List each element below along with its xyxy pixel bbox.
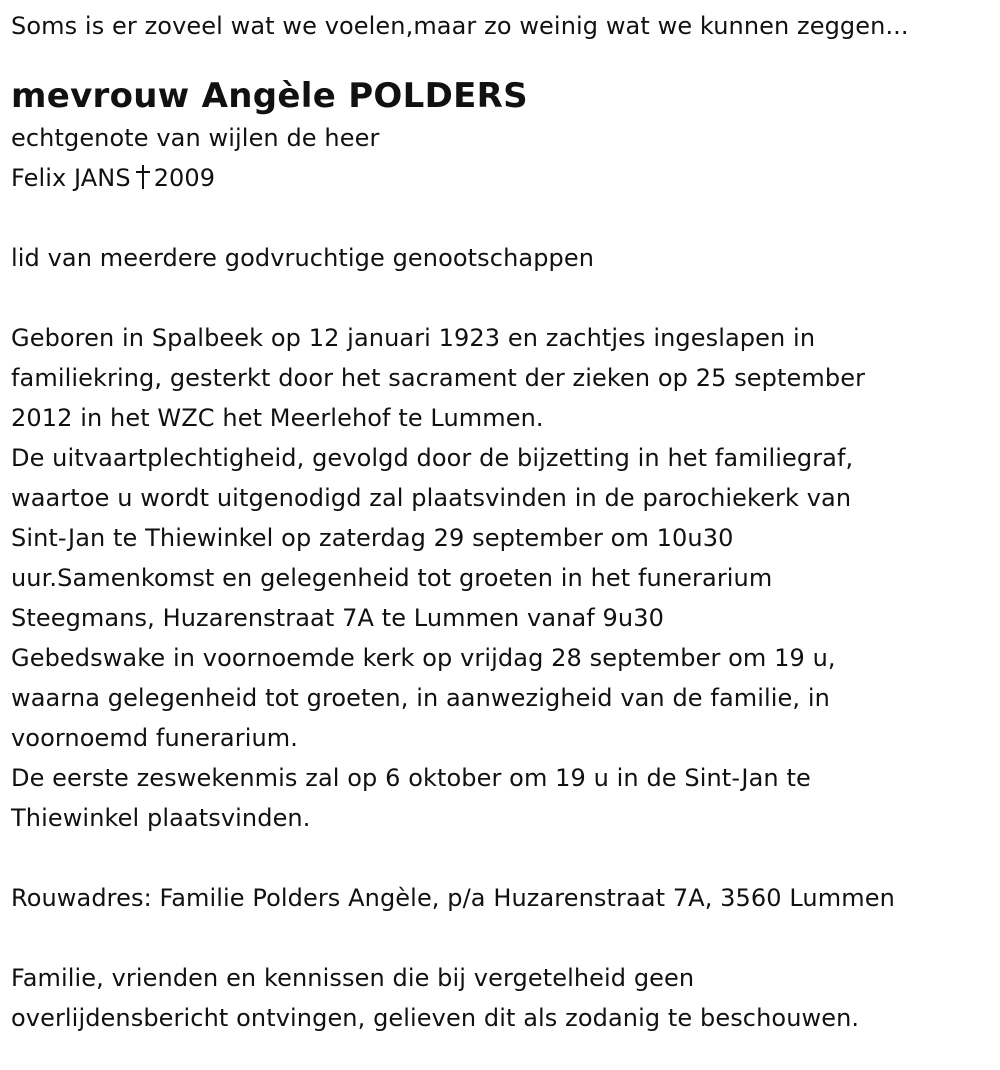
announcement-line: 2012 in het WZC het Meerlehof te Lummen.: [11, 404, 544, 432]
mourning-address: Rouwadres: Familie Polders Angèle, p/a Huzarenstraat 7A, 3560 Lummen: [11, 884, 895, 912]
announcement-line: voornoemd funerarium.: [11, 724, 298, 752]
announcement-line: Geboren in Spalbeek op 12 januari 1923 en zachtjes ingeslapen in: [11, 324, 816, 352]
deceased-name: mevrouw Angèle POLDERS: [11, 76, 528, 116]
announcement-line: Steegmans, Huzarenstraat 7A te Lummen vanaf 9u30: [11, 604, 664, 632]
announcement-line: waartoe u wordt uitgenodigd zal plaatsvinden in de parochiekerk van: [11, 484, 852, 512]
spacer: [11, 838, 996, 878]
announcement-line: Thiewinkel plaatsvinden.: [11, 804, 311, 832]
announcement-line: De uitvaartplechtigheid, gevolgd door de bijzetting in het familiegraf,: [11, 444, 854, 472]
spouse-name: Felix JANS: [11, 164, 131, 192]
announcement-line: De eerste zeswekenmis zal op 6 oktober om 19 u in de Sint-Jan te: [11, 764, 811, 792]
announcement-line: waarna gelegenheid tot groeten, in aanwezigheid van de familie, in: [11, 684, 830, 712]
relation-text: echtgenote van wijlen de heer: [11, 124, 380, 152]
spouse-line: [11, 158, 996, 198]
obituary-text: [11, 6, 996, 1038]
spouse-death-year: 2009: [153, 164, 216, 192]
spacer: [11, 278, 996, 318]
closing-line: Familie, vrienden en kennissen die bij vergetelheid geen: [11, 964, 695, 992]
announcement-line: familiekring, gesterkt door het sacrament der zieken op 25 september: [11, 364, 866, 392]
cross-icon: [136, 165, 150, 189]
spacer: [11, 198, 996, 238]
spacer: [11, 918, 996, 958]
membership-text: lid van meerdere godvruchtige genootschappen: [11, 244, 595, 272]
motto: Soms is er zoveel wat we voelen,maar zo weinig wat we kunnen zeggen...: [11, 12, 909, 40]
announcement-line: Gebedswake in voornoemde kerk op vrijdag 28 september om 19 u,: [11, 644, 836, 672]
announcement-line: Sint-Jan te Thiewinkel op zaterdag 29 september om 10u30: [11, 524, 734, 552]
closing-line: overlijdensbericht ontvingen, gelieven dit als zodanig te beschouwen.: [11, 1004, 860, 1032]
announcement-line: uur.Samenkomst en gelegenheid tot groeten in het funerarium: [11, 564, 773, 592]
